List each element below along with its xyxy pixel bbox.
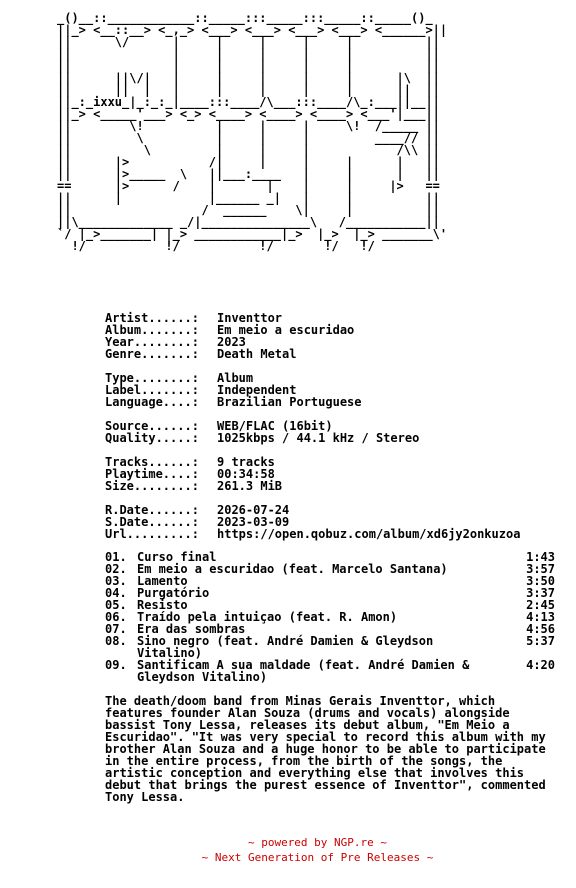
size-label: Size........: — [105, 479, 199, 493]
size-row — [105, 480, 565, 492]
tracklist — [105, 551, 555, 683]
release-date-label: R.Date......: — [105, 503, 199, 517]
street-date-value: 2023-03-09 — [217, 515, 290, 529]
artist-value: Inventtor — [217, 311, 283, 325]
street-date-label: S.Date......: — [105, 515, 199, 529]
track-duration: 3:37 — [526, 586, 555, 600]
album-url-link[interactable]: https://open.qobuz.com/album/xd6jy2onkuzoa — [217, 527, 521, 541]
size-value: 261.3 MiB — [217, 479, 283, 493]
track-title: Lamento — [137, 574, 188, 588]
tracks-value: 9 tracks — [217, 455, 275, 469]
track-duration: 2:45 — [526, 598, 555, 612]
track-duration: 4:20 — [526, 658, 555, 672]
track-title: Resisto — [137, 598, 188, 612]
quality-value: 1025kbps / 44.1 kHz / Stereo — [217, 431, 420, 445]
track-number: 07. — [105, 622, 127, 636]
genre-value: Death Metal — [217, 347, 297, 361]
playtime-value: 00:34:58 — [217, 467, 275, 481]
track-title: Em meio a escuridao (feat. Marcelo Santana) — [137, 562, 448, 576]
record-label-label: Label.......: — [105, 383, 199, 397]
ascii-art-logo: _()__::____________::_____:::_____:::_____::_____()_ ||_> <__::__> <_,_> <___> <___> <___> <___> <______>|| || \/ | | | | | || || | | | | | || || | | | | | || || ||\/| | | | | | |\ || || || | | | | | | || || ||_:_ixxu_|_:_:_|____:::____/\___:::____/\_:___||__|| ||_> <_____'___> <_> <____> <____> <____> <___'|___|| || \! | | | \! /_____ || || \ | | | ____// || || \ | | | /\\ || || |> /| | | | | || || |>_____ \ ||___:____ | | | || == |> / | | | | |> == || | |______ _| | | || || / ______ \| | || ||\_____________ _/|_______________\ /___________|| `/ |_>_______| |_> ____________|_> |_> |_> _______\' !/ !/ !/ !/ !/ — [57, 11, 448, 253]
record-label-value: Independent — [217, 383, 297, 397]
tracks-label: Tracks......: — [105, 455, 199, 469]
language-value: Brazilian Portuguese — [217, 395, 362, 409]
album-label: Album.......: — [105, 323, 199, 337]
track-number: 03. — [105, 574, 127, 588]
album-description: The death/doom band from Minas Gerais Inventtor, which features founder Alan Souza (drums and vocals) alongside bassist Tony Lessa, releases its debut album, "Em Meio a Escuridao". "It was very special to record this album with my brother Alan Souza and a huge honor to be able to participate in the entire process, from the birth of the songs, the artistic conception and everything else that involves this debut that brings the purest essence of Inventtor", commented Tony Lessa. — [105, 694, 546, 804]
artist-label: Artist......: — [105, 311, 199, 325]
track-title: Curso final — [137, 550, 217, 564]
track-item — [105, 659, 555, 683]
quality-label: Quality.....: — [105, 431, 199, 445]
track-number: 04. — [105, 586, 127, 600]
release-date-value: 2026-07-24 — [217, 503, 290, 517]
genre-label: Genre.......: — [105, 347, 199, 361]
genre-row — [105, 348, 565, 360]
album-value: Em meio a escuridao — [217, 323, 355, 337]
quality-row — [105, 432, 565, 444]
track-title: Santificam A sua maldade (feat. André Damien & Gleydson Vitalino) — [137, 658, 470, 684]
track-title: Traído pela intuiçao (feat. R. Amon) — [137, 610, 398, 624]
year-label: Year........: — [105, 335, 199, 349]
track-duration: 3:50 — [526, 574, 555, 588]
track-title: Era das sombras — [137, 622, 246, 636]
source-value: WEB/FLAC (16bit) — [217, 419, 333, 433]
footer-tagline: ~ Next Generation of Pre Releases ~ — [201, 851, 434, 864]
track-duration: 4:56 — [526, 622, 555, 636]
track-number: 05. — [105, 598, 127, 612]
url-label: Url.........: — [105, 527, 199, 541]
playtime-label: Playtime....: — [105, 467, 199, 481]
source-label: Source......: — [105, 419, 199, 433]
track-item — [105, 635, 555, 659]
type-value: Album — [217, 371, 254, 385]
track-number: 06. — [105, 610, 127, 624]
track-duration: 3:57 — [526, 562, 555, 576]
footer-powered-by: ~ powered by NGP.re ~ — [247, 836, 388, 849]
track-number: 08. — [105, 634, 127, 648]
type-label: Type........: — [105, 371, 199, 385]
track-number: 01. — [105, 550, 127, 564]
language-label: Language....: — [105, 395, 199, 409]
track-title: Sino negro (feat. André Damien & Gleydson Vitalino) — [137, 634, 434, 660]
track-title: Purgatório — [137, 586, 210, 600]
track-number: 02. — [105, 562, 127, 576]
release-info — [105, 312, 565, 540]
url-row — [105, 528, 565, 540]
year-value: 2023 — [217, 335, 246, 349]
track-duration: 5:37 — [526, 634, 555, 648]
track-duration: 1:43 — [526, 550, 555, 564]
track-number: 09. — [105, 658, 127, 672]
language-row — [105, 396, 565, 408]
track-duration: 4:13 — [526, 610, 555, 624]
